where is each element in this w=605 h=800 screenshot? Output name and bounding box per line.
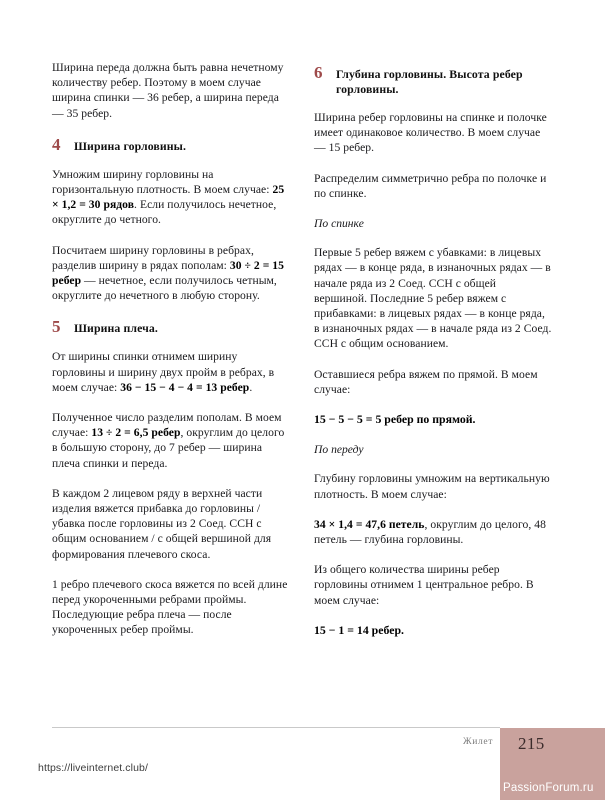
formula-straight-ribs: 15 − 5 − 5 = 5 ребер по прямой. — [314, 412, 476, 427]
subheading-back: По спинке — [314, 217, 364, 231]
watermark-liveinternet-url: https://liveinternet.club/ — [38, 762, 148, 774]
section-number-4: 4 — [52, 134, 61, 154]
formula-inline: 34 × 1,4 = 47,6 петель — [314, 517, 425, 531]
section-heading-6 — [314, 64, 552, 97]
paragraph-shoulder-halve — [52, 410, 290, 471]
paragraph-shoulder-slope: В каждом 2 лицевом ряду в верхней части изделия вяжется прибавка до горловины / убавка после горловины из 2 Соед. ССН с общим основанием / с общей вершиной для формирования плечевого скоса. — [52, 486, 272, 561]
paragraph-shoulder-rib-order: 1 ребро плечевого скоса вяжется по всей длине перед укороченными ребрами проймы. Последующие ребра плеча — после укороченных ребер проймы. — [52, 577, 288, 637]
paragraph-back-decrease-increase: Первые 5 ребер вяжем с убавками: в лицевых рядах — в конце ряда, в изнаночных рядах — в начале ряда из 2 Соед. ССН с общей вершиной. Последние 5 ребер вяжем с прибавками: в лицевых рядах — в конце ряда, в изнаночных рядах — в начале ряда из 2 Соед. ССН с общим основанием. — [314, 246, 552, 351]
section-heading-5 — [52, 318, 290, 336]
watermark-passionforum: PassionForum.ru — [503, 782, 594, 794]
section-number-6: 6 — [314, 63, 323, 82]
section-number-5: 5 — [52, 317, 61, 337]
subheading-front: По переду — [314, 443, 364, 457]
formula-inline: 30 ÷ 2 = 15 ребер — [52, 258, 284, 288]
footer-divider — [52, 727, 500, 728]
text-tail: , округлим до целого в большую сторону, до 7 ребер — ширина плеча спинки и переда. — [52, 426, 285, 470]
formula-inline: 36 − 15 − 4 − 4 = 13 ребер — [120, 380, 250, 394]
section-title-4: Ширина горловины. — [74, 138, 187, 153]
text-lead: Полученное число разделим пополам. В моем случае: — [52, 411, 282, 440]
formula-inline: 25 × 1,2 = 30 рядов — [52, 183, 285, 212]
two-column-body — [52, 60, 555, 720]
paragraph-neck-depth-density: Глубину горловины умножим на вертикальную плотность. В моем случае: — [314, 472, 550, 501]
text-lead: Умножим ширину горловины на горизонтальную плотность. В моем случае: — [52, 167, 273, 197]
paragraph-neck-width-rows — [52, 167, 290, 228]
right-column — [314, 60, 552, 720]
text-tail: — нечетное, если получилось четным, округлите до нечетного в любую сторону. — [52, 274, 277, 303]
section-title-6: Глубина горловины. Высота ребер горловины. — [336, 67, 523, 96]
page-number: 215 — [518, 734, 545, 753]
section-heading-4 — [52, 136, 290, 154]
formula-central-rib: 15 − 1 = 14 ребер. — [314, 622, 404, 637]
text-lead: От ширины спинки отнимем ширину горловины и ширину двух пройм в ребрах, в моем случае: — [52, 350, 275, 394]
left-column — [52, 60, 290, 720]
paragraph-central-rib: Из общего количества ширины ребер горловины отнимем 1 центральное ребро. В моем случае: — [314, 563, 534, 607]
paragraph-neck-width-ribs — [52, 243, 290, 304]
formula-inline: 13 ÷ 2 = 6,5 ребер — [91, 426, 181, 440]
paragraph-front-width: Ширина переда должна быть равна нечетному количеству ребер. Поэтому в моем случае ширина спинки — 36 ребер, а ширина переда — 35 ребер. — [52, 61, 284, 120]
text-tail: . Если получилось нечетное, округлите до четного. — [52, 198, 277, 227]
paragraph-neck-rib-width: Ширина ребер горловины на спинке и полочке имеет одинаковое количество. В моем случае — 15 ребер. — [314, 111, 547, 155]
text-lead: Посчитаем ширину горловины в ребрах, разделив ширину в рядах пополам: — [52, 243, 254, 272]
text-tail: . — [249, 380, 253, 394]
paragraph-distribute-ribs: Распределим симметрично ребра по полочке и по спинке. — [314, 171, 547, 200]
footer-chapter-label: Жилет — [463, 736, 493, 747]
paragraph-remaining-straight: Оставшиеся ребра вяжем по прямой. В моем случае: — [314, 367, 538, 396]
section-title-5: Ширина плеча. — [74, 321, 158, 336]
paragraph-shoulder-subtract — [52, 349, 290, 395]
paragraph-neck-depth-calc — [314, 517, 552, 547]
text-tail: , округлим до целого, 48 петель — глубина горловины. — [314, 517, 546, 547]
